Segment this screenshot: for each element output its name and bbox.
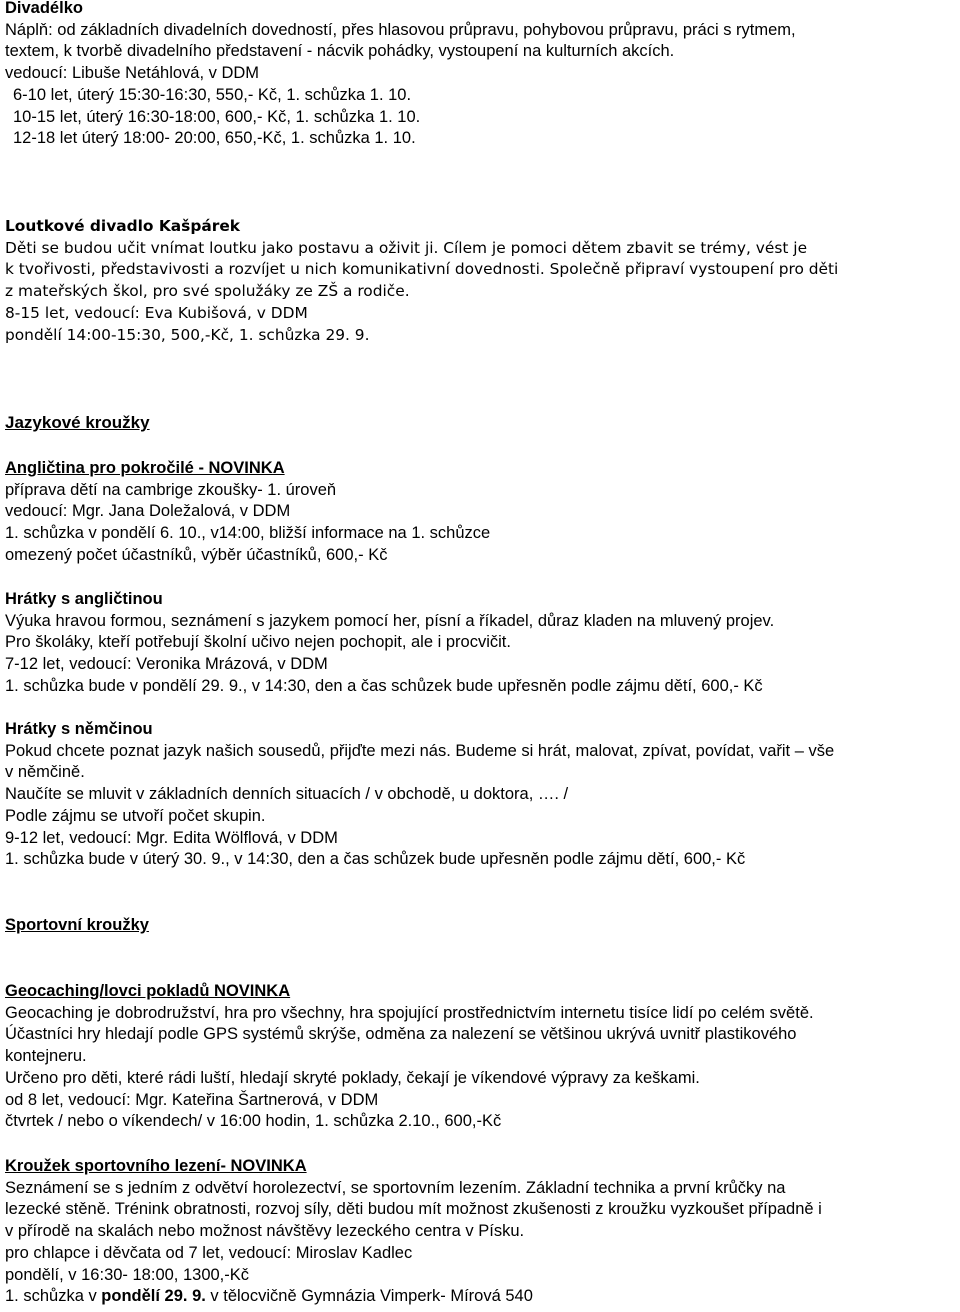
text-line: Naučíte se mluvit v základních denních situacích / v obchodě, u doktora, …. / xyxy=(5,785,569,804)
text-line: v němčině. xyxy=(5,763,85,782)
text-line: Pro školáky, kteří potřebují školní učivo nejen pochopit, ale i procvičit. xyxy=(5,633,511,652)
text-line: 7-12 let, vedoucí: Veronika Mrázová, v DDM xyxy=(5,655,328,674)
text-line: Pokud chcete poznat jazyk našich sousedů, přijďte mezi nás. Budeme si hrát, malovat, zpívat, povídat, vařit – vše xyxy=(5,741,835,760)
section-hratky-anglictina xyxy=(5,589,955,698)
text-line: Seznámení se s jedním z odvětví horolezectví, se sportovním lezením. Základní technika a první krůčky na xyxy=(5,1178,786,1197)
text-line: v přírodě na skalách nebo možnost návštěvy lezeckého centra v Písku. xyxy=(5,1222,525,1241)
section-divadelko xyxy=(5,0,955,150)
text-line: od 8 let, vedoucí: Mgr. Kateřina Šartnerová, v DDM xyxy=(5,1090,379,1109)
group-line: 10-15 let, úterý 16:30-18:00, 600,- Kč, 1. schůzka 1. 10. xyxy=(13,107,421,126)
text-segment: v tělocvičně Gymnázia Vimperk- Mírová 540 xyxy=(205,1287,533,1306)
section-kasparek xyxy=(5,216,955,346)
text-line: kontejneru. xyxy=(5,1047,87,1066)
text-line: Náplň: od základních divadelních dovedností, přes hlasovou průpravu, pohybovou průpravu, práci s rytmem, xyxy=(5,20,796,39)
section-title: Divadélko xyxy=(5,0,83,17)
text-line: Určeno pro děti, které rádi luští, hledají skryté poklady, čekají je víkendové výpravy za keškami. xyxy=(5,1068,700,1087)
text-line: 1. schůzka v pondělí 6. 10., v14:00, bližší informace na 1. schůzce xyxy=(5,524,491,543)
text-line: pro chlapce i děvčata od 7 let, vedoucí: Miroslav Kadlec xyxy=(5,1243,413,1262)
text-line: 9-12 let, vedoucí: Mgr. Edita Wölflová, v DDM xyxy=(5,828,338,847)
text-segment-bold: pondělí 29. 9. xyxy=(101,1287,206,1306)
section-title: Angličtina pro pokročilé - NOVINKA xyxy=(5,459,285,477)
text-line: 1. schůzka bude v pondělí 29. 9., v 14:30, den a čas schůzek bude upřesněn podle zájmu dětí, 600,- Kč xyxy=(5,676,763,695)
text-line: pondělí, v 16:30- 18:00, 1300,-Kč xyxy=(5,1265,250,1284)
text-line: pondělí 14:00-15:30, 500,-Kč, 1. schůzka 29. 9. xyxy=(5,325,370,344)
text-line: Účastníci hry hledají podle GPS systémů skrýše, odměna za nalezení se většinou ukrývá uvnitř plastikového xyxy=(5,1025,797,1044)
text-line: Podle zájmu se utvoří počet skupin. xyxy=(5,806,266,825)
text-line: čtvrtek / nebo o víkendech/ v 16:00 hodin, 1. schůzka 2.10., 600,-Kč xyxy=(5,1112,502,1131)
text-line: Geocaching je dobrodružství, hra pro všechny, hra spojující prostřednictvím internetu tisíce lidí po celém světě. xyxy=(5,1003,814,1022)
section-title: Hrátky s němčinou xyxy=(5,720,153,738)
section-lezeni xyxy=(5,1156,955,1308)
text-line: 8-15 let, vedoucí: Eva Kubišová, v DDM xyxy=(5,303,308,322)
text-line: omezený počet účastníků, výběr účastníků, 600,- Kč xyxy=(5,545,388,564)
text-line-mixed xyxy=(5,1286,955,1308)
text-line: příprava dětí na cambrige zkoušky- 1. úroveň xyxy=(5,480,337,499)
section-title: Kroužek sportovního lezení- NOVINKA xyxy=(5,1157,307,1175)
category-heading: Sportovní kroužky xyxy=(5,916,149,934)
section-title: Hrátky s angličtinou xyxy=(5,590,163,608)
text-line: textem, k tvorbě divadelního představení - nácvik pohádky, vystoupení na kulturních akcích. xyxy=(5,42,675,61)
group-line: 6-10 let, úterý 15:30-16:30, 550,- Kč, 1. schůzka 1. 10. xyxy=(13,85,412,104)
section-heading-sportovni xyxy=(5,915,955,937)
text-line: z mateřských škol, pro své spolužáky ze ZŠ a rodiče. xyxy=(5,282,410,301)
section-anglictina xyxy=(5,458,955,567)
section-title: Loutkové divadlo Kašpárek xyxy=(5,217,240,235)
text-line: Děti se budou učit vnímat loutku jako postavu a oživit ji. Cílem je pomoci dětem zbavit se trémy, vést je xyxy=(5,238,808,257)
text-line: k tvořivosti, představivosti a rozvíjet u nich komunikativní dovednosti. Společně připraví vystoupení pro děti xyxy=(5,260,839,279)
section-hratky-nemcina xyxy=(5,719,955,871)
text-segment: 1. schůzka v xyxy=(5,1287,102,1306)
group-line: 12-18 let úterý 18:00- 20:00, 650,-Kč, 1. schůzka 1. 10. xyxy=(13,129,416,148)
text-line: vedoucí: Libuše Netáhlová, v DDM xyxy=(5,64,260,83)
section-title: Geocaching/lovci pokladů NOVINKA xyxy=(5,982,291,1000)
section-heading-jazykove xyxy=(5,412,955,434)
text-line: vedoucí: Mgr. Jana Doležalová, v DDM xyxy=(5,502,291,521)
category-heading: Jazykové kroužky xyxy=(5,413,150,432)
text-line: lezecké stěně. Trénink obratnosti, rozvoj síly, děti budou mít možnost zkušenosti z kroužku vyzkoušet případně i xyxy=(5,1200,822,1219)
text-line: 1. schůzka bude v úterý 30. 9., v 14:30, den a čas schůzek bude upřesněn podle zájmu dětí, 600,- Kč xyxy=(5,850,746,869)
text-line: Výuka hravou formou, seznámení s jazykem pomocí her, písní a říkadel, důraz kladen na mluvený projev. xyxy=(5,611,775,630)
section-geocaching xyxy=(5,981,955,1133)
